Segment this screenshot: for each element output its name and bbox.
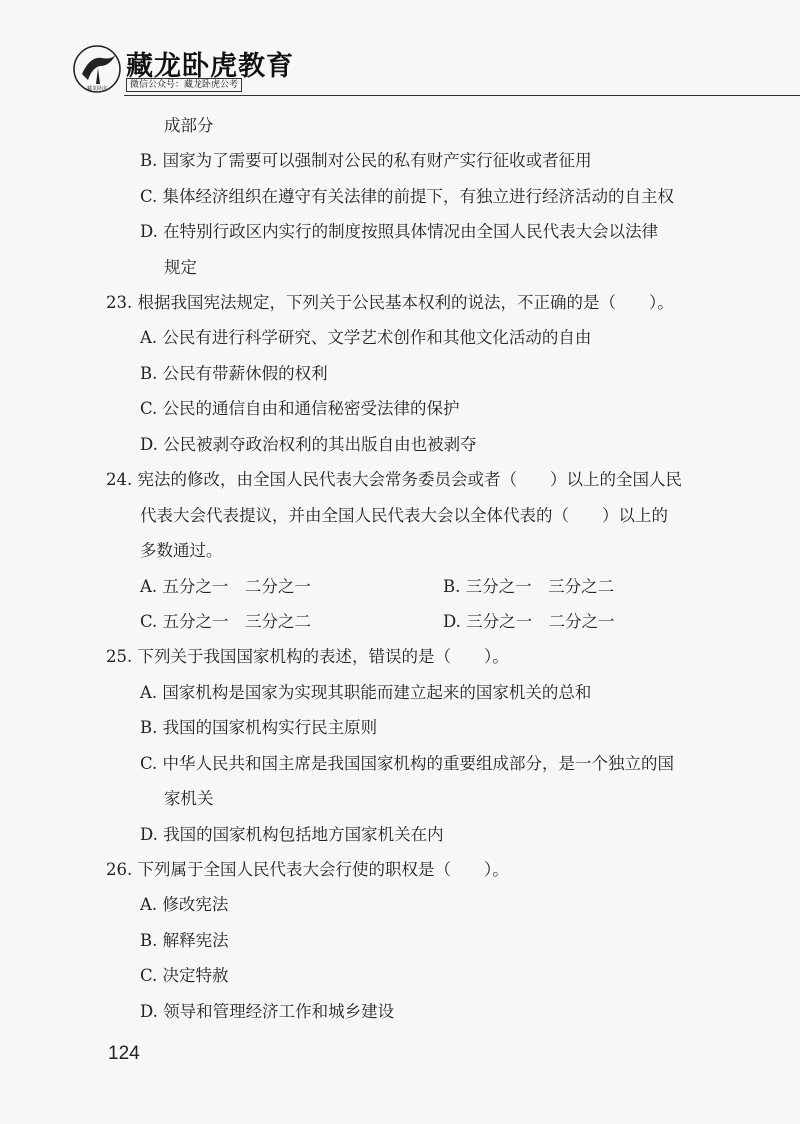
- question-26-stem: 26. 下列属于全国人民代表大会行使的职权是（ ）。: [106, 860, 509, 879]
- option-b: B. 三分之一 三分之二: [443, 577, 615, 596]
- option-continuation: 家机关: [164, 789, 214, 808]
- question-24-stem: 24. 宪法的修改，由全国人民代表大会常务委员会或者（ ）以上的全国人民: [106, 470, 682, 489]
- page-number: 124: [108, 1043, 140, 1064]
- question-24-stem-cont: 多数通过。: [140, 541, 223, 560]
- option-b: B. 我国的国家机构实行民主原则: [140, 718, 378, 737]
- brand-title: 藏龙卧虎教育: [126, 51, 294, 82]
- option-c: C. 集体经济组织在遵守有关法律的前提下，有独立进行经济活动的自主权: [140, 187, 675, 206]
- page-header: [0, 0, 800, 100]
- bird-logo-icon: [72, 44, 122, 94]
- logo-text: 藏龙卧虎: [86, 86, 108, 92]
- option-a: A. 五分之一 二分之一: [140, 577, 311, 596]
- brand-subtitle: 微信公众号：藏龙卧虎公考: [126, 78, 242, 92]
- option-continuation: 成部分: [164, 116, 214, 135]
- option-d: D. 我国的国家机构包括地方国家机关在内: [140, 825, 444, 844]
- option-d: D. 三分之一 二分之一: [443, 612, 615, 631]
- option-b: B. 公民有带薪休假的权利: [140, 364, 328, 383]
- option-b: B. 解释宪法: [140, 931, 229, 950]
- option-c: C. 决定特赦: [140, 966, 229, 985]
- option-c: C. 五分之一 三分之二: [140, 612, 312, 631]
- option-c: C. 公民的通信自由和通信秘密受法律的保护: [140, 399, 460, 418]
- option-c: C. 中华人民共和国主席是我国国家机构的重要组成部分，是一个独立的国: [140, 754, 675, 773]
- option-a: A. 修改宪法: [140, 895, 229, 914]
- option-d: D. 领导和管理经济工作和城乡建设: [140, 1002, 395, 1021]
- option-a: A. 国家机构是国家为实现其职能而建立起来的国家机关的总和: [140, 683, 592, 702]
- header-rule: [124, 95, 800, 96]
- option-d: D. 在特别行政区内实行的制度按照具体情况由全国人民代表大会以法律: [140, 222, 659, 241]
- option-b: B. 国家为了需要可以强制对公民的私有财产实行征收或者征用: [140, 151, 592, 170]
- question-25-stem: 25. 下列关于我国国家机构的表述，错误的是（ ）。: [106, 647, 509, 666]
- option-d: D. 公民被剥夺政治权利的其出版自由也被剥夺: [140, 435, 477, 454]
- option-a: A. 公民有进行科学研究、文学艺术创作和其他文化活动的自由: [140, 328, 592, 347]
- question-24-stem-cont: 代表大会代表提议，并由全国人民代表大会以全体代表的（ ）以上的: [140, 506, 668, 525]
- question-23-stem: 23. 根据我国宪法规定，下列关于公民基本权利的说法，不正确的是（ ）。: [106, 293, 674, 312]
- option-continuation: 规定: [164, 258, 197, 277]
